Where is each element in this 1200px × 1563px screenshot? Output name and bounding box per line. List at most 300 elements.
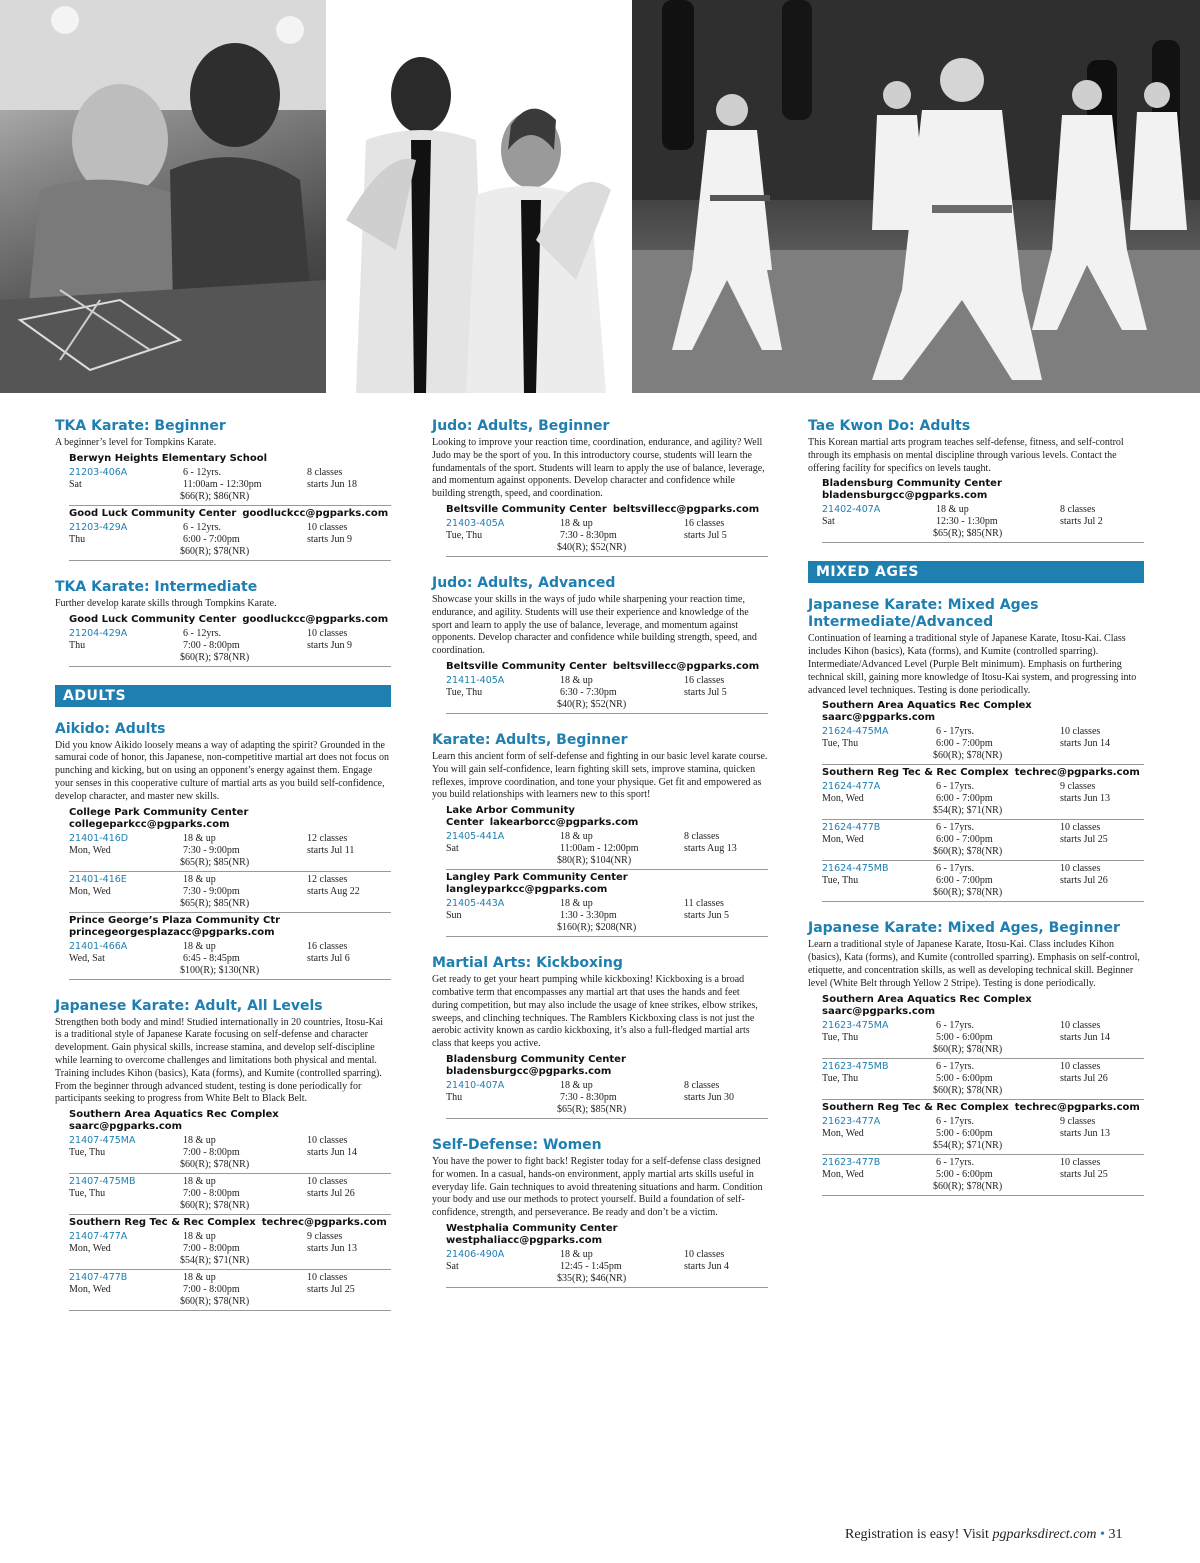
class-count: 10 classes: [1060, 1019, 1101, 1031]
age-range: 6 - 17yrs.: [936, 863, 975, 875]
offering-row: [69, 1174, 391, 1215]
location-header: [822, 700, 1144, 724]
course-code[interactable]: 21624-475MA: [822, 726, 889, 738]
offering-row: [822, 1155, 1144, 1196]
course-fee: $65(R); $85(NR): [557, 1103, 627, 1115]
location-name: Southern Reg Tec & Rec Complex: [822, 1101, 1009, 1113]
meeting-time: 7:00 - 8:00pm: [183, 1284, 240, 1296]
empty-cell: [822, 750, 936, 762]
location-header: [69, 807, 391, 831]
location-email[interactable]: westphaliacc@pgparks.com: [446, 1234, 603, 1246]
class-count: 8 classes: [307, 466, 343, 478]
location-header: [822, 1102, 1144, 1114]
course-code[interactable]: 21407-477A: [69, 1231, 128, 1243]
class-count: 10 classes: [307, 1135, 348, 1147]
course-code[interactable]: 21623-475MB: [822, 1060, 889, 1072]
course-fee: $40(R); $52(NR): [557, 541, 627, 553]
column-middle: [432, 418, 768, 1306]
location-block: [446, 805, 768, 870]
meeting-days: Mon, Wed: [69, 844, 111, 856]
course-code[interactable]: 21204-429A: [69, 627, 128, 639]
meeting-days: Sun: [446, 910, 462, 922]
age-range: 6 - 17yrs.: [936, 822, 975, 834]
offering-row: [446, 896, 768, 937]
course-listing: [808, 597, 1144, 902]
location-email[interactable]: lakearborcc@pgparks.com: [489, 817, 639, 829]
offering-row: [446, 516, 768, 557]
course-description: Looking to improve your reaction time, coordination, endurance, and agility? Well Judo may be the sport of you. In this introductory course, students will learn the fundamentals of the sport. Students will learn to apply the use of balance, leverage, and momentum against opponents. Develop character and confidence while building strength, speed, and coordination.: [432, 437, 765, 500]
course-description: Strengthen both body and mind! Studied internationally in 20 countries, Itosu-Kai is a traditional style of Japanese Karate focusing on self-defense and character development. Gain physical skills, increase stamina, and develop self-discipline while learning to overcome challenges and limitations both physical and mental. Training includes Kihon (basics), Kata (forms), and Kumite (controlled sparring). From the beginner through advanced student, testing is done periodically for participants seeking to progress from White Belt to Black Belt.: [55, 1016, 384, 1105]
start-date: starts Jun 14: [1060, 1031, 1110, 1043]
meeting-time: 6:00 - 7:00pm: [936, 793, 993, 805]
class-count: 16 classes: [307, 940, 348, 952]
age-range: 6 - 17yrs.: [936, 1060, 975, 1072]
course-title: Judo: Adults, Advanced: [432, 574, 616, 591]
location-block: [69, 807, 391, 913]
location-header: [446, 504, 768, 516]
course-title: Martial Arts: Kickboxing: [432, 955, 623, 972]
meeting-time: 1:30 - 3:30pm: [560, 910, 617, 922]
start-date: starts Jul 26: [1060, 1072, 1108, 1084]
course-fee: $65(R); $85(NR): [180, 856, 250, 868]
start-date: starts Jul 25: [1060, 834, 1108, 846]
offering-row: [69, 1229, 391, 1270]
class-count: 12 classes: [307, 832, 348, 844]
meeting-days: Mon, Wed: [822, 793, 864, 805]
course-code[interactable]: 21203-429A: [69, 521, 128, 533]
course-title: Tae Kwon Do: Adults: [808, 418, 971, 434]
course-code[interactable]: 21403-405A: [446, 517, 505, 529]
location-email[interactable]: saarc@pgparks.com: [822, 712, 936, 724]
course-fee: $54(R); $71(NR): [933, 1139, 1003, 1151]
course-fee: $60(R); $78(NR): [933, 1180, 1003, 1192]
empty-cell: [446, 699, 560, 711]
location-email[interactable]: goodluckcc@pgparks.com: [242, 507, 389, 519]
empty-cell: [822, 846, 936, 858]
age-range: 18 & up: [183, 873, 216, 885]
location-block: [69, 1217, 391, 1311]
course-listing: [432, 732, 768, 937]
course-code[interactable]: 21623-477A: [822, 1115, 881, 1127]
start-date: starts Jul 25: [1060, 1168, 1108, 1180]
empty-cell: [69, 491, 183, 503]
offering-row: [822, 502, 1144, 543]
course-description: Further develop karate skills through Tompkins Karate.: [55, 597, 277, 609]
location-name: Beltsville Community Center: [446, 660, 607, 672]
section-header: MIXED AGES: [808, 561, 1144, 583]
course-fee: $60(R); $78(NR): [180, 1159, 250, 1171]
empty-cell: [69, 1255, 183, 1267]
course-title: TKA Karate: Beginner: [55, 418, 226, 434]
course-code[interactable]: 21410-407A: [446, 1079, 505, 1091]
start-date: starts Jul 26: [307, 1188, 355, 1200]
meeting-days: Mon, Wed: [822, 1168, 864, 1180]
age-range: 18 & up: [936, 504, 969, 516]
course-code[interactable]: 21401-466A: [69, 940, 128, 952]
meeting-days: Tue, Thu: [822, 875, 859, 887]
meeting-time: 5:00 - 6:00pm: [936, 1127, 993, 1139]
location-header: [69, 1109, 391, 1133]
course-listing: [432, 1137, 768, 1288]
location-email[interactable]: techrec@pgparks.com: [261, 1217, 387, 1229]
location-name: Prince George’s Plaza Community Ctr: [69, 914, 281, 926]
age-range: 6 - 17yrs.: [936, 1156, 975, 1168]
course-fee: $100(R); $130(NR): [180, 964, 260, 976]
class-count: 9 classes: [1060, 1115, 1096, 1127]
location-header: [69, 453, 391, 465]
start-date: starts Jun 9: [307, 533, 352, 545]
location-email[interactable]: saarc@pgparks.com: [69, 1121, 183, 1133]
footer-visit: Visit: [962, 1527, 989, 1542]
empty-cell: [822, 805, 936, 817]
class-count: 10 classes: [1060, 1060, 1101, 1072]
course-code[interactable]: 21407-475MB: [69, 1176, 136, 1188]
course-listing: [808, 418, 1144, 543]
empty-cell: [822, 1044, 936, 1056]
meeting-days: Mon, Wed: [69, 1243, 111, 1255]
course-description: Did you know Aikido loosely means a way of adapting the spirit? Grounded in the samurai code of honor, this Japanese, non-competitive martial art does not focus on punching and kicking, but on using an opponent’s energy against them. Engage your senses in this cooperative culture of martial arts as you build self-confidence, develop character, and master new skills.: [55, 739, 389, 802]
location-email[interactable]: techrec@pgparks.com: [1014, 1101, 1140, 1113]
location-email[interactable]: saarc@pgparks.com: [822, 1005, 936, 1017]
meeting-time: 7:30 - 9:00pm: [183, 885, 240, 897]
meeting-days: Tue, Thu: [446, 529, 483, 541]
course-description: Learn a traditional style of Japanese Karate, Itosu-Kai. Class includes Kihon (basics), Kata (forms), and Kumite (controlled sparring). Emphasis on self-control, etiquette, and concentration skills, as well as developing technical skill. Beginner level (White Belt through Yellow 2 Stripe). Testing is done periodically.: [808, 939, 1140, 989]
offering-row: [69, 520, 391, 561]
start-date: starts Jul 25: [307, 1284, 355, 1296]
meeting-time: 5:00 - 6:00pm: [936, 1168, 993, 1180]
location-header: [446, 872, 768, 896]
location-block: [69, 1109, 391, 1215]
course-fee: $65(R); $85(NR): [180, 897, 250, 909]
offering-row: [69, 939, 391, 980]
empty-cell: [822, 1140, 936, 1152]
location-header: [69, 508, 391, 520]
meeting-time: 7:30 - 9:00pm: [183, 844, 240, 856]
location-name: Berwyn Heights Elementary School: [69, 452, 268, 464]
start-date: starts Jun 18: [307, 478, 357, 490]
page-footer: [845, 1527, 1122, 1543]
meeting-time: 6:00 - 7:00pm: [936, 738, 993, 750]
location-name: Southern Area Aquatics Rec Complex: [822, 993, 1032, 1005]
location-email[interactable]: beltsvillecc@pgparks.com: [612, 503, 760, 515]
start-date: starts Aug 13: [684, 843, 737, 855]
meeting-days: Sat: [822, 516, 835, 528]
empty-cell: [69, 898, 183, 910]
class-count: 9 classes: [307, 1231, 343, 1243]
offering-row: [69, 831, 391, 872]
age-range: 18 & up: [560, 1079, 593, 1091]
age-range: 6 - 17yrs.: [936, 1115, 975, 1127]
course-fee: $54(R); $71(NR): [180, 1255, 250, 1267]
start-date: starts Jul 6: [307, 952, 350, 964]
offering-row: [446, 829, 768, 870]
offering-row: [69, 465, 391, 506]
location-email[interactable]: bladensburgcc@pgparks.com: [446, 1065, 612, 1077]
location-name: College Park Community Center: [69, 806, 249, 818]
meeting-days: Mon, Wed: [69, 1284, 111, 1296]
offering-row: [822, 861, 1144, 902]
location-block: [446, 504, 768, 557]
age-range: 6 - 12yrs.: [183, 466, 222, 478]
empty-cell: [69, 965, 183, 977]
class-count: 8 classes: [1060, 504, 1096, 516]
location-header: [822, 478, 1144, 502]
meeting-days: Sat: [446, 843, 459, 855]
meeting-days: Thu: [446, 1091, 463, 1103]
location-block: [69, 453, 391, 506]
photo-kids-building: [0, 0, 326, 393]
location-block: [822, 700, 1144, 765]
class-count: 10 classes: [1060, 863, 1101, 875]
location-header: [446, 1054, 768, 1078]
offering-row: [446, 673, 768, 714]
course-fee: $160(R); $208(NR): [557, 922, 637, 934]
age-range: 18 & up: [560, 898, 593, 910]
class-count: 10 classes: [1060, 822, 1101, 834]
meeting-days: Mon, Wed: [69, 885, 111, 897]
location-name: Good Luck Community Center: [69, 507, 237, 519]
location-email[interactable]: goodluckcc@pgparks.com: [242, 613, 389, 625]
location-block: [69, 915, 391, 980]
course-title: Aikido: Adults: [55, 720, 166, 737]
course-fee: $60(R); $78(NR): [180, 545, 250, 557]
age-range: 18 & up: [183, 832, 216, 844]
age-range: 18 & up: [560, 674, 593, 686]
offering-row: [822, 1114, 1144, 1155]
age-range: 18 & up: [560, 1248, 593, 1260]
course-code[interactable]: 21407-475MA: [69, 1135, 136, 1147]
offering-row: [822, 724, 1144, 765]
class-count: 11 classes: [684, 898, 724, 910]
course-listing: [55, 998, 391, 1312]
course-description: Get ready to get your heart pumping while kickboxing! Kickboxing is a broad combative term that encompasses any martial art that uses the hands and feet during competition, but may also include the usage of knee strikes, elbow strikes, sweeps, and clinching techniques. The Ramblers Kickboxing class is not just the aerobic activity known as cardio kickboxing, it’s also a full-fledged martial arts class that keeps you active.: [432, 974, 758, 1050]
start-date: starts Jul 11: [307, 844, 355, 856]
empty-cell: [69, 652, 183, 664]
meeting-time: 7:00 - 8:00pm: [183, 1147, 240, 1159]
location-name: Bladensburg Community Center: [446, 1053, 626, 1065]
age-range: 6 - 17yrs.: [936, 781, 975, 793]
meeting-time: 7:00 - 8:00pm: [183, 639, 240, 651]
offering-row: [822, 1018, 1144, 1059]
offering-row: [69, 1270, 391, 1311]
course-code[interactable]: 21407-477B: [69, 1272, 128, 1284]
start-date: starts Jun 14: [307, 1147, 357, 1159]
meeting-days: Mon, Wed: [822, 1127, 864, 1139]
location-email[interactable]: techrec@pgparks.com: [1014, 767, 1140, 779]
offering-row: [446, 1078, 768, 1119]
class-count: 12 classes: [307, 873, 348, 885]
course-description: This Korean martial arts program teaches self-defense, fitness, and self-control through its emphasis on mental discipline through various levels. Contact the offering facility for specifics on levels taught.: [808, 437, 1124, 474]
meeting-days: Tue, Thu: [822, 1031, 859, 1043]
class-count: 16 classes: [684, 674, 725, 686]
offering-row: [69, 872, 391, 913]
class-count: 10 classes: [1060, 1156, 1101, 1168]
course-title: Self-Defense: Women: [432, 1136, 602, 1153]
location-name: Southern Area Aquatics Rec Complex: [822, 700, 1032, 712]
meeting-time: 12:45 - 1:45pm: [560, 1260, 622, 1272]
course-fee: $80(R); $104(NR): [557, 855, 632, 867]
age-range: 6 - 12yrs.: [183, 627, 222, 639]
location-block: [446, 1223, 768, 1288]
location-name: Westphalia Community Center: [446, 1222, 618, 1234]
course-fee: $60(R); $78(NR): [180, 651, 250, 663]
location-block: [822, 767, 1144, 902]
location-header: [69, 1217, 391, 1229]
course-fee: $60(R); $78(NR): [933, 887, 1003, 899]
course-title: Karate: Adults, Beginner: [432, 731, 628, 748]
class-count: 10 classes: [307, 1272, 348, 1284]
start-date: starts Jun 5: [684, 910, 729, 922]
start-date: starts Jun 9: [307, 639, 352, 651]
meeting-time: 7:00 - 8:00pm: [183, 1243, 240, 1255]
empty-cell: [446, 855, 560, 867]
class-count: 10 classes: [307, 521, 348, 533]
column-right: [808, 418, 1144, 1214]
meeting-time: 6:45 - 8:45pm: [183, 952, 240, 964]
start-date: starts Jun 14: [1060, 738, 1110, 750]
location-email[interactable]: princegeorgesplazacc@pgparks.com: [69, 926, 275, 938]
footer-bullet: •: [1100, 1527, 1105, 1542]
course-fee: $60(R); $78(NR): [933, 1084, 1003, 1096]
location-name: Langley Park Community Center: [446, 872, 628, 884]
meeting-time: 12:30 - 1:30pm: [936, 516, 998, 528]
course-listing: [432, 418, 768, 557]
course-title: Japanese Karate: Mixed Ages, Beginner: [808, 920, 1120, 937]
empty-cell: [822, 1181, 936, 1193]
empty-cell: [69, 1159, 183, 1171]
course-code[interactable]: 21411-405A: [446, 674, 505, 686]
course-code[interactable]: 21623-477B: [822, 1156, 881, 1168]
location-header: [446, 805, 768, 829]
course-listing: [432, 955, 768, 1119]
empty-cell: [446, 922, 560, 934]
location-name: Good Luck Community Center: [69, 613, 237, 625]
location-name: Bladensburg Community Center: [822, 478, 1002, 490]
course-listing: [55, 721, 391, 980]
offering-row: [822, 1059, 1144, 1100]
class-count: 10 classes: [307, 1176, 348, 1188]
empty-cell: [822, 1085, 936, 1097]
location-email[interactable]: langleyparkcc@pgparks.com: [446, 884, 608, 896]
empty-cell: [446, 1273, 560, 1285]
course-code[interactable]: 21624-477B: [822, 822, 881, 834]
location-email[interactable]: collegeparkcc@pgparks.com: [69, 818, 230, 830]
course-description: A beginner’s level for Tompkins Karate.: [55, 437, 217, 448]
course-description: Continuation of learning a traditional style of Japanese Karate, Itosu-Kai. Class includes Kihon (basics), Kata (forms), and Kumite (controlled sparring). Intermediate/Advanced Level (Purple Belt minimum). Emphasis on furthering technical skill, gaining more knowledge of Itosu-Kai system, and progressing into advanced level techniques. Testing is done periodically.: [808, 633, 1137, 696]
course-code[interactable]: 21623-475MA: [822, 1019, 889, 1031]
offering-row: [69, 1133, 391, 1174]
location-block: [446, 661, 768, 714]
course-fee: $35(R); $46(NR): [557, 1272, 627, 1284]
course-listing: [432, 575, 768, 714]
class-count: 10 classes: [684, 1248, 725, 1260]
start-date: starts Jul 2: [1060, 516, 1103, 528]
course-code[interactable]: 21401-416E: [69, 873, 127, 885]
location-header: [69, 915, 391, 939]
empty-cell: [69, 1296, 183, 1308]
start-date: starts Jul 5: [684, 529, 727, 541]
age-range: 18 & up: [183, 1272, 216, 1284]
location-email[interactable]: beltsvillecc@pgparks.com: [612, 660, 760, 672]
section-header: ADULTS: [55, 685, 391, 707]
meeting-days: Tue, Thu: [69, 1147, 106, 1159]
meeting-days: Mon, Wed: [822, 834, 864, 846]
meeting-days: Tue, Thu: [822, 738, 859, 750]
meeting-time: 6:00 - 7:00pm: [183, 533, 240, 545]
course-code[interactable]: 21624-477A: [822, 781, 881, 793]
course-code[interactable]: 21406-490A: [446, 1248, 505, 1260]
empty-cell: [446, 1104, 560, 1116]
meeting-days: Sat: [69, 478, 82, 490]
course-listing: [55, 579, 391, 667]
location-header: [446, 1223, 768, 1247]
course-title: Japanese Karate: Mixed Ages Intermediate/Advanced: [808, 597, 1039, 631]
location-header: [822, 767, 1144, 779]
age-range: 6 - 17yrs.: [936, 1019, 975, 1031]
course-fee: $40(R); $52(NR): [557, 698, 627, 710]
age-range: 6 - 17yrs.: [936, 726, 975, 738]
course-code[interactable]: 21402-407A: [822, 504, 881, 516]
footer-website-link[interactable]: pgparksdirect.com: [992, 1527, 1097, 1542]
course-description: You have the power to fight back! Register today for a self-defense class designed for women. In a casual, hands-on environment, apply martial arts skills useful in everyday life. Gain techniques to avoid threatening situations and harm. Condition your body and use our methods to protect yourself. Build a foundation of self-confidence, strength, and perseverance. Be ready and don’t be a victim.: [432, 1155, 763, 1219]
meeting-days: Wed, Sat: [69, 952, 105, 964]
empty-cell: [822, 887, 936, 899]
page-number: 31: [1108, 1527, 1123, 1542]
empty-cell: [69, 857, 183, 869]
location-block: [822, 478, 1144, 543]
location-block: [69, 508, 391, 561]
class-count: 8 classes: [684, 1079, 720, 1091]
location-block: [446, 872, 768, 937]
course-code[interactable]: 21401-416D: [69, 832, 129, 844]
meeting-time: 7:00 - 8:00pm: [183, 1188, 240, 1200]
course-code[interactable]: 21624-475MB: [822, 863, 889, 875]
meeting-time: 5:00 - 6:00pm: [936, 1031, 993, 1043]
location-block: [446, 1054, 768, 1119]
empty-cell: [822, 528, 936, 540]
empty-cell: [69, 546, 183, 558]
start-date: starts Jun 13: [1060, 793, 1110, 805]
course-code[interactable]: 21203-406A: [69, 466, 128, 478]
meeting-time: 6:30 - 7:30pm: [560, 686, 617, 698]
start-date: starts Jul 26: [1060, 875, 1108, 887]
location-header: [822, 994, 1144, 1018]
meeting-time: 5:00 - 6:00pm: [936, 1072, 993, 1084]
age-range: 18 & up: [560, 517, 593, 529]
meeting-days: Thu: [69, 639, 86, 651]
location-email[interactable]: bladensburgcc@pgparks.com: [822, 490, 988, 502]
course-title: Judo: Adults, Beginner: [432, 418, 610, 434]
meeting-days: Tue, Thu: [446, 686, 483, 698]
location-block: [69, 614, 391, 667]
age-range: 6 - 12yrs.: [183, 521, 222, 533]
photo-taekwondo-adults: [326, 0, 632, 393]
meeting-days: Tue, Thu: [69, 1188, 106, 1200]
class-count: 10 classes: [307, 627, 348, 639]
course-fee: $65(R); $85(NR): [933, 528, 1003, 540]
meeting-days: Tue, Thu: [822, 1072, 859, 1084]
offering-row: [822, 820, 1144, 861]
column-left: [55, 418, 391, 1329]
location-header: [446, 661, 768, 673]
start-date: starts Jun 13: [1060, 1127, 1110, 1139]
course-code[interactable]: 21405-441A: [446, 831, 505, 843]
course-fee: $60(R); $78(NR): [933, 750, 1003, 762]
photo-karate-class: [632, 0, 1200, 393]
course-code[interactable]: 21405-443A: [446, 898, 505, 910]
age-range: 18 & up: [183, 940, 216, 952]
course-title: TKA Karate: Intermediate: [55, 578, 258, 595]
